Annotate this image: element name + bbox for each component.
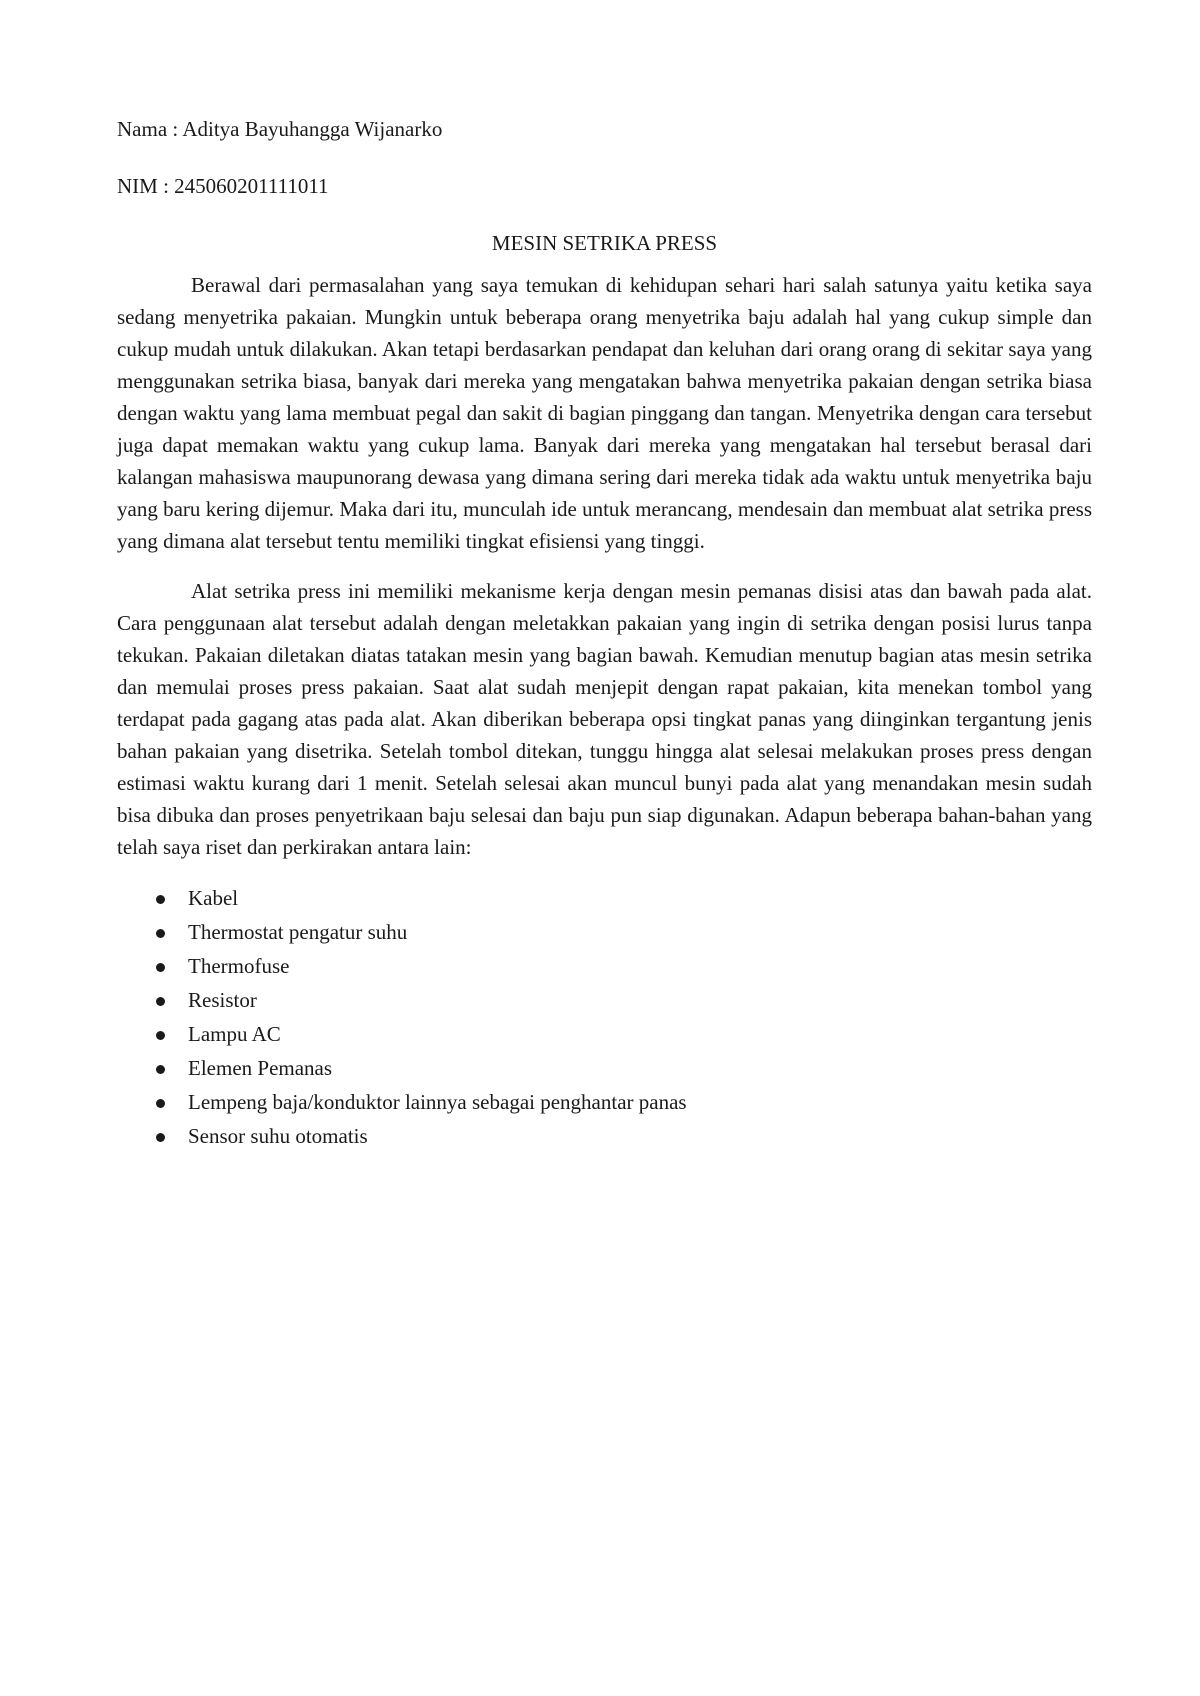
document-title: MESIN SETRIKA PRESS <box>491 231 718 255</box>
paragraph-background: Berawal dari permasalahan yang saya temukan di kehidupan sehari hari salah satunya yaitu ketika saya sedang menyetrika pakaian. Mungkin untuk beberapa orang menyetrika baju adalah hal yang cukup simple dan cukup mudah untuk dilakukan. Akan tetapi berdasarkan pendapat dan keluhan dari orang orang di sekitar saya yang menggunakan setrika biasa, banyak dari mereka yang mengatakan bahwa menyetrika pakaian dengan setrika biasa dengan waktu yang lama membuat pegal dan sakit di bagian pinggang dan tangan. Menyetrika dengan cara tersebut juga dapat memakan waktu yang cukup lama. Banyak dari mereka yang mengatakan hal tersebut berasal dari kalangan mahasiswa maupunorang dewasa yang dimana sering dari mereka tidak ada waktu untuk menyetrika baju yang baru kering dijemur. Maka dari itu, munculah ide untuk merancang, mendesain dan membuat alat setrika press yang dimana alat tersebut tentu memiliki tingkat efisiensi yang tinggi. <box>117 273 1092 553</box>
list-item-label: Thermofuse <box>188 954 290 978</box>
list-item <box>117 1051 1092 1085</box>
list-item-label: Elemen Pemanas <box>188 1056 333 1080</box>
list-item-label: Kabel <box>188 886 239 910</box>
list-item <box>117 1085 1092 1119</box>
bullet-icon <box>156 1031 165 1040</box>
materials-list <box>117 881 1092 1153</box>
bullet-icon <box>156 929 165 938</box>
list-item <box>117 1119 1092 1153</box>
document-body <box>117 113 1092 1153</box>
list-item-label: Resistor <box>188 988 257 1012</box>
list-item-label: Lampu AC <box>188 1022 281 1046</box>
bullet-icon <box>156 1133 165 1142</box>
bullet-icon <box>156 963 165 972</box>
list-item <box>117 881 1092 915</box>
bullet-icon <box>156 1065 165 1074</box>
list-item <box>117 1017 1092 1051</box>
bullet-icon <box>156 997 165 1006</box>
list-item <box>117 983 1092 1017</box>
list-item <box>117 915 1092 949</box>
student-id-line: NIM : 245060201111011 <box>117 174 329 198</box>
paragraph-mechanism: Alat setrika press ini memiliki mekanisme kerja dengan mesin pemanas disisi atas dan bawah pada alat. Cara penggunaan alat tersebut adalah dengan meletakkan pakaian yang ingin di setrika dengan posisi lurus tanpa tekukan. Pakaian diletakan diatas tatakan mesin yang bagian bawah. Kemudian menutup bagian atas mesin setrika dan memulai proses press pakaian. Saat alat sudah menjepit dengan rapat pakaian, kita menekan tombol yang terdapat pada gagang atas pada alat. Akan diberikan beberapa opsi tingkat panas yang diinginkan tergantung jenis bahan pakaian yang disetrika. Setelah tombol ditekan, tunggu hingga alat selesai melakukan proses press dengan estimasi waktu kurang dari 1 menit. Setelah selesai akan muncul bunyi pada alat yang menandakan mesin sudah bisa dibuka dan proses penyetrikaan baju selesai dan baju pun siap digunakan. Adapun beberapa bahan-bahan yang telah saya riset dan perkirakan antara lain: <box>117 579 1092 859</box>
bullet-icon <box>156 1099 165 1108</box>
list-item-label: Thermostat pengatur suhu <box>188 920 408 944</box>
bullet-icon <box>156 895 165 904</box>
list-item-label: Sensor suhu otomatis <box>188 1124 368 1148</box>
list-item <box>117 949 1092 983</box>
author-name-line: Nama : Aditya Bayuhangga Wijanarko <box>117 117 443 141</box>
list-item-label: Lempeng baja/konduktor lainnya sebagai penghantar panas <box>188 1090 687 1114</box>
